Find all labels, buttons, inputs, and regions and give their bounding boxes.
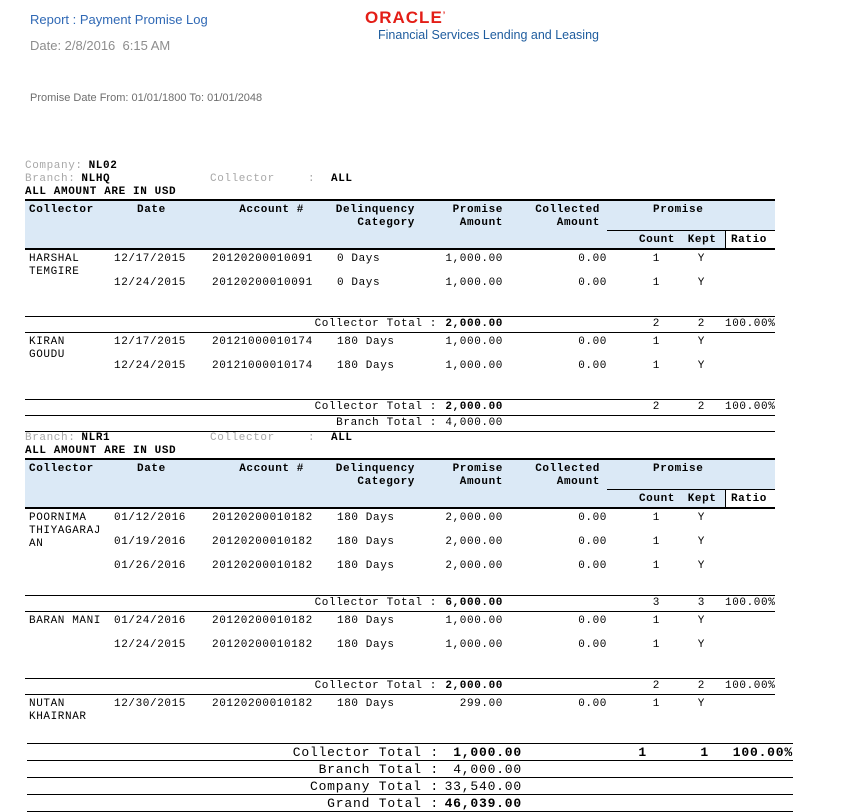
collector-name: POORNIMA THIYAGARAJAN — [29, 512, 102, 550]
cell-collected-empty — [503, 317, 607, 333]
cell-ratio — [725, 557, 775, 581]
cell-collector — [25, 508, 113, 550]
cell-kept: Y — [697, 615, 705, 627]
cell-count: 1 — [652, 336, 660, 348]
oracle-logo-text: ORACLE — [365, 8, 443, 27]
col-header-promise-group: Promise — [607, 459, 775, 490]
collector-total-cell — [25, 400, 503, 416]
footer-grand-total-row — [27, 795, 793, 812]
collector-filter-label: Collector — [210, 173, 275, 185]
collector-name: KIRAN GOUDU — [29, 336, 66, 361]
cell-date: 01/26/2016 — [114, 560, 187, 572]
promise-amount-line2: Amount — [459, 217, 503, 229]
footer-collector-total-amount: 1,000.00 — [453, 744, 522, 760]
cell-promise-amount: 1,000.00 — [445, 360, 503, 372]
collected-amount-line1: Collected — [535, 204, 600, 216]
cell-category: 0 Days — [337, 277, 381, 289]
oracle-logo-subtitle: Financial Services Lending and Leasing — [378, 28, 599, 42]
cell-promise-amount: 1,000.00 — [445, 336, 503, 348]
footer-collector-total-row — [27, 744, 793, 761]
collector-total-label: Collector Total : — [314, 597, 437, 609]
company-label: Company: — [25, 160, 83, 172]
promise-amount-line2: Amount — [459, 476, 503, 488]
oracle-logo — [365, 10, 599, 42]
delinquency-line2: Category — [357, 476, 415, 488]
table-header — [25, 200, 775, 249]
collector-total-label: Collector Total : — [314, 680, 437, 692]
cell-category: 180 Days — [337, 698, 395, 710]
cell-account: 20120200010182 — [212, 560, 313, 572]
cell-date: 12/30/2015 — [114, 698, 187, 710]
cell-collected-amount: 0.00 — [578, 615, 607, 627]
cell-kept: Y — [697, 560, 705, 572]
footer-collector-total-ratio: 100.00% — [709, 744, 793, 761]
collector-filter-label: Collector — [210, 432, 275, 444]
table-row — [25, 357, 775, 381]
col-header-kept: Kept — [675, 490, 725, 509]
collected-amount-line1: Collected — [535, 463, 600, 475]
delinquency-line2: Category — [357, 217, 415, 229]
cell-category: 180 Days — [337, 336, 395, 348]
cell-category: 0 Days — [337, 253, 381, 265]
cell-kept: Y — [697, 698, 705, 710]
cell-ratio — [725, 333, 775, 358]
cell-collected-amount: 0.00 — [578, 253, 607, 265]
cell-count: 1 — [652, 277, 660, 289]
cell-collected-amount: 0.00 — [578, 512, 607, 524]
cell-count: 1 — [652, 360, 660, 372]
branch-total-label: Branch Total : — [336, 417, 437, 429]
cell-date: 12/24/2015 — [114, 277, 187, 289]
footer-collector-total-cell — [27, 744, 572, 761]
footer-grand-total-label: Grand Total : — [327, 795, 439, 811]
col-header-collected-amount — [503, 200, 607, 249]
col-header-delinquency — [320, 200, 420, 249]
footer-branch-total-amount: 4,000.00 — [453, 761, 522, 777]
cell-promise-amount: 1,000.00 — [445, 253, 503, 265]
branch-total-cell — [25, 416, 503, 432]
collector-total-row — [25, 596, 775, 612]
collector-name: BARAN MANI — [29, 615, 102, 627]
collector-total-cell — [25, 596, 503, 612]
collector-total-cell — [25, 679, 503, 695]
branch-label: Branch: — [25, 173, 76, 185]
collector-total-kept: 2 — [675, 317, 725, 333]
collector-filter-value: ALL — [331, 173, 353, 185]
cell-ratio — [725, 695, 775, 720]
cell-collected-amount: 0.00 — [578, 336, 607, 348]
cell-category: 180 Days — [337, 360, 395, 372]
collector-total-amount: 6,000.00 — [445, 597, 503, 609]
table-row — [25, 612, 775, 637]
cell-date: 01/19/2016 — [114, 536, 187, 548]
table-row — [25, 533, 775, 557]
grand-totals-table — [27, 743, 793, 812]
promise-date-range: Promise Date From: 01/01/1800 To: 01/01/2048 — [30, 92, 263, 104]
cell-ratio — [725, 274, 775, 298]
cell-count: 1 — [652, 253, 660, 265]
cell-count: 1 — [652, 698, 660, 710]
cell-promise-amount: 2,000.00 — [445, 560, 503, 572]
cell-promise-amount: 1,000.00 — [445, 277, 503, 289]
collector-total-count: 2 — [607, 317, 675, 333]
col-header-kept: Kept — [675, 231, 725, 250]
table-header-row-1 — [25, 200, 775, 231]
cell-date: 12/24/2015 — [114, 360, 187, 372]
promise-amount-line1: Promise — [452, 204, 503, 216]
cell-category: 180 Days — [337, 512, 395, 524]
footer-branch-total-label: Branch Total : — [318, 761, 439, 777]
spacer-row — [25, 298, 775, 317]
collector-name: HARSHAL TEMGIRE — [29, 253, 80, 278]
footer-collector-total-kept: 1 — [647, 744, 709, 761]
cell-collector — [25, 333, 113, 361]
table-row — [25, 274, 775, 298]
footer-branch-total-cell — [27, 761, 572, 778]
cell-collector — [25, 249, 113, 278]
cell-collector — [25, 612, 113, 637]
table-row — [25, 508, 775, 533]
cell-account: 20120200010182 — [212, 639, 313, 651]
cell-kept: Y — [697, 536, 705, 548]
collector-total-row — [25, 317, 775, 333]
col-header-collector: Collector — [25, 459, 113, 508]
cell-collected-amount: 0.00 — [578, 639, 607, 651]
report-title-link[interactable]: Report : Payment Promise Log — [30, 12, 208, 27]
table-row — [25, 333, 775, 358]
collector-total-cell — [25, 317, 503, 333]
cell-account: 20120200010182 — [212, 536, 313, 548]
footer-grand-total-cell — [27, 795, 572, 812]
branch-total-amount: 4,000.00 — [445, 417, 503, 429]
cell-ratio — [725, 249, 775, 274]
cell-promise-amount: 2,000.00 — [445, 512, 503, 524]
collector-total-ratio: 100.00% — [725, 317, 775, 333]
col-header-collected-amount — [503, 459, 607, 508]
branch-line — [25, 432, 825, 445]
footer-grand-total-amount: 46,039.00 — [444, 795, 522, 811]
collector-total-ratio: 100.00% — [725, 679, 775, 695]
collector-name: NUTAN KHAIRNAR — [29, 698, 87, 723]
cell-account: 20121000010174 — [212, 336, 313, 348]
collector-total-amount: 2,000.00 — [445, 680, 503, 692]
cell-date: 12/17/2015 — [114, 336, 187, 348]
cell-kept: Y — [697, 253, 705, 265]
spacer-row — [25, 660, 775, 679]
cell-category: 180 Days — [337, 560, 395, 572]
company-value: NL02 — [88, 160, 118, 172]
cell-collected-amount: 0.00 — [578, 277, 607, 289]
cell-collected-amount: 0.00 — [578, 698, 607, 710]
spacer-row — [25, 581, 775, 596]
cell-ratio — [725, 636, 775, 660]
cell-ratio — [725, 533, 775, 557]
delinquency-line1: Delinquency — [335, 204, 415, 216]
branch-value: NLR1 — [81, 432, 111, 444]
table-row — [25, 636, 775, 660]
cell-kept: Y — [697, 360, 705, 372]
collector-filter-value: ALL — [331, 432, 353, 444]
collector-filter-colon: : — [308, 173, 316, 185]
cell-collector — [25, 557, 113, 581]
all-amount-note: ALL AMOUNT ARE IN USD — [25, 445, 177, 457]
branch-label: Branch: — [25, 432, 76, 444]
cell-date: 12/24/2015 — [114, 639, 187, 651]
footer-collector-total-count: 1 — [572, 744, 647, 761]
table-row — [25, 695, 775, 720]
spacer-row — [25, 381, 775, 400]
cell-collected-empty — [503, 400, 607, 416]
cell-kept: Y — [697, 639, 705, 651]
collector-total-label: Collector Total : — [314, 318, 437, 330]
collector-total-row — [25, 679, 775, 695]
footer-company-total-amount: 33,540.00 — [444, 778, 522, 794]
report-body — [25, 160, 825, 812]
footer-company-total-row — [27, 778, 793, 795]
promise-table-section-1 — [25, 199, 775, 432]
company-line — [25, 160, 825, 173]
cell-account: 20120200010091 — [212, 253, 313, 265]
collector-total-label: Collector Total : — [314, 401, 437, 413]
cell-date: 01/24/2016 — [114, 615, 187, 627]
col-header-promise-amount — [420, 459, 503, 508]
footer-branch-total-row — [27, 761, 793, 778]
branch-line — [25, 173, 825, 186]
col-header-promise-group: Promise — [607, 200, 775, 231]
cell-ratio — [725, 612, 775, 637]
collected-amount-line2: Amount — [556, 217, 600, 229]
cell-account: 20120200010182 — [212, 512, 313, 524]
collector-total-count: 2 — [607, 400, 675, 416]
all-amount-note: ALL AMOUNT ARE IN USD — [25, 186, 177, 198]
footer-company-total-label: Company Total : — [309, 778, 439, 794]
collector-total-kept: 2 — [675, 400, 725, 416]
branch-value: NLHQ — [81, 173, 111, 185]
cell-kept: Y — [697, 336, 705, 348]
cell-account: 20120200010091 — [212, 277, 313, 289]
cell-date: 01/12/2016 — [114, 512, 187, 524]
collector-total-row — [25, 400, 775, 416]
cell-promise-amount: 2,000.00 — [445, 536, 503, 548]
cell-promise-amount: 1,000.00 — [445, 639, 503, 651]
table-header — [25, 459, 775, 508]
col-header-account: Account # — [187, 459, 320, 508]
footer-collector-total-label: Collector Total : — [292, 744, 439, 760]
collector-total-amount: 2,000.00 — [445, 318, 503, 330]
cell-category: 180 Days — [337, 536, 395, 548]
report-date: Date: 2/8/2016 6:15 AM — [30, 38, 171, 53]
collector-total-kept: 3 — [675, 596, 725, 612]
cell-collector — [25, 357, 113, 381]
cell-kept: Y — [697, 277, 705, 289]
cell-collector — [25, 274, 113, 298]
cell-account: 20120200010182 — [212, 615, 313, 627]
cell-count: 1 — [652, 512, 660, 524]
cell-collected-amount: 0.00 — [578, 536, 607, 548]
delinquency-line1: Delinquency — [335, 463, 415, 475]
col-header-date: Date — [113, 459, 187, 508]
col-header-promise-amount — [420, 200, 503, 249]
col-header-delinquency — [320, 459, 420, 508]
cell-collector — [25, 695, 113, 723]
footer-company-total-cell — [27, 778, 572, 795]
collector-filter-colon: : — [308, 432, 316, 444]
col-header-account: Account # — [187, 200, 320, 249]
oracle-logo-mark: ’ — [442, 10, 446, 20]
col-header-date: Date — [113, 200, 187, 249]
cell-collected-amount: 0.00 — [578, 560, 607, 572]
promise-amount-line1: Promise — [452, 463, 503, 475]
promise-table-section-2 — [25, 458, 776, 723]
cell-category: 180 Days — [337, 639, 395, 651]
cell-count: 1 — [652, 639, 660, 651]
col-header-ratio: Ratio — [725, 490, 775, 509]
cell-category: 180 Days — [337, 615, 395, 627]
cell-account: 20121000010174 — [212, 360, 313, 372]
cell-collector — [25, 636, 113, 660]
col-header-count: Count — [607, 490, 675, 509]
collector-total-ratio: 100.00% — [725, 596, 775, 612]
cell-promise-amount: 1,000.00 — [445, 615, 503, 627]
cell-count: 1 — [652, 560, 660, 572]
collected-amount-line2: Amount — [556, 476, 600, 488]
cell-promise-amount: 299.00 — [459, 698, 503, 710]
cell-collected-empty — [503, 596, 607, 612]
table-header-row-1 — [25, 459, 775, 490]
collector-total-count: 3 — [607, 596, 675, 612]
collector-total-kept: 2 — [675, 679, 725, 695]
col-header-collector: Collector — [25, 200, 113, 249]
cell-collected-amount: 0.00 — [578, 360, 607, 372]
cell-count: 1 — [652, 615, 660, 627]
cell-ratio — [725, 357, 775, 381]
branch-total-row — [25, 416, 775, 432]
col-header-count: Count — [607, 231, 675, 250]
table-row — [25, 557, 775, 581]
cell-account: 20120200010182 — [212, 698, 313, 710]
table-row — [25, 249, 775, 274]
cell-date: 12/17/2015 — [114, 253, 187, 265]
collector-total-count: 2 — [607, 679, 675, 695]
cell-count: 1 — [652, 536, 660, 548]
cell-ratio — [725, 508, 775, 533]
cell-collector — [25, 533, 113, 557]
collector-total-amount: 2,000.00 — [445, 401, 503, 413]
cell-kept: Y — [697, 512, 705, 524]
col-header-ratio: Ratio — [725, 231, 775, 250]
cell-collected-empty — [503, 679, 607, 695]
collector-total-ratio: 100.00% — [725, 400, 775, 416]
